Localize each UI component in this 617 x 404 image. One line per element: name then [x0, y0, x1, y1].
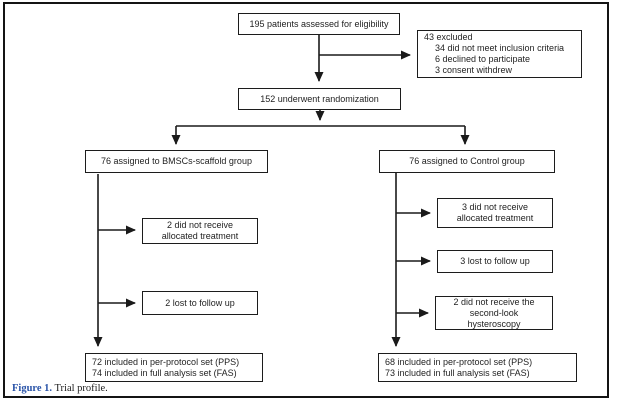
right-lost-follow-up-box	[437, 250, 553, 273]
right-not-receive-treatment-box	[437, 198, 553, 228]
dropout-line: 2 lost to follow up	[165, 297, 235, 308]
excluded-box	[417, 30, 582, 78]
left-not-receive-treatment-box	[142, 218, 258, 244]
analysis-line: 73 included in full analysis set (FAS)	[385, 367, 530, 378]
control-group-text: 76 assigned to Control group	[409, 156, 525, 166]
figure-caption-label: Figure 1.	[12, 383, 53, 394]
dropout-line: 3 did not receive	[461, 202, 529, 212]
bmscs-scaffold-group-box	[85, 150, 268, 173]
excluded-line: 6 declined to participate	[435, 54, 531, 64]
dropout-line: 2 did not receive	[166, 220, 234, 230]
analysis-line: 74 included in full analysis set (FAS)	[92, 367, 237, 378]
control-group-box	[379, 150, 555, 173]
dropout-line: second-look	[469, 307, 519, 318]
right-analysis-set-box	[378, 353, 577, 382]
excluded-line: 43 excluded	[424, 32, 473, 42]
figure-caption	[12, 383, 108, 394]
left-lost-follow-up-box	[142, 291, 258, 315]
randomization-text: 152 underwent randomization	[260, 93, 379, 104]
figure-caption-text: Trial profile.	[54, 383, 108, 394]
dropout-line: hysteroscopy	[467, 318, 521, 329]
left-analysis-set-box	[85, 353, 263, 382]
bmscs-scaffold-group-text: 76 assigned to BMSCs-scaffold group	[101, 156, 252, 166]
eligibility-box	[238, 13, 400, 35]
dropout-line: 2 did not receive the	[453, 296, 535, 307]
randomization-box	[238, 88, 401, 110]
excluded-line: 34 did not meet inclusion criteria	[435, 43, 565, 53]
analysis-line: 68 included in per-protocol set (PPS)	[385, 356, 533, 367]
right-no-hysteroscopy-box	[435, 296, 553, 330]
analysis-line: 72 included in per-protocol set (PPS)	[92, 356, 240, 367]
eligibility-text: 195 patients assessed for eligibility	[249, 18, 389, 29]
excluded-line: 3 consent withdrew	[435, 65, 513, 75]
dropout-line: 3 lost to follow up	[460, 256, 530, 266]
dropout-line: allocated treatment	[161, 231, 239, 241]
dropout-line: allocated treatment	[456, 213, 534, 223]
